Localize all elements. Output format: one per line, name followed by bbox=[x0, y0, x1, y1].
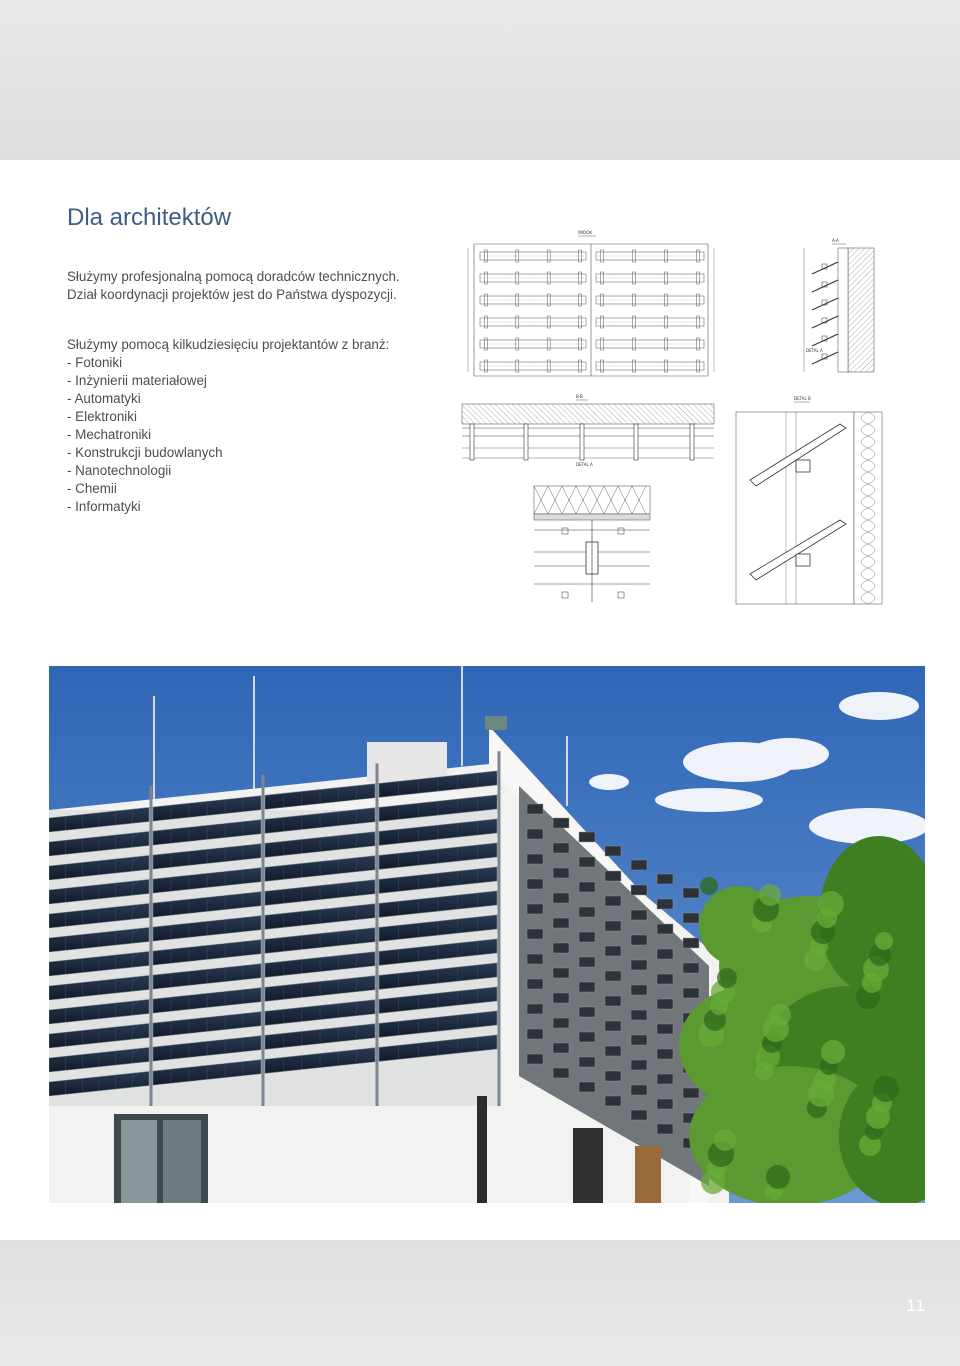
branch-item: - Inżynierii materiałowej bbox=[67, 373, 207, 388]
detail-b-drawing bbox=[734, 394, 884, 606]
branch-item: - Elektroniki bbox=[67, 409, 137, 424]
intro-line-2: Dział koordynacji projektów jest do Państwa dyspozycji. bbox=[67, 287, 397, 302]
detail-a-ref-label: DETAL A bbox=[576, 462, 593, 467]
section-aa-label: A-A bbox=[832, 238, 839, 243]
elevation-label: WIDOK bbox=[578, 230, 592, 235]
section-bb-posts bbox=[470, 424, 694, 460]
branches-lead: Służymy pomocą kilkudziesięciu projektantów z branż: bbox=[67, 337, 390, 352]
downpipe bbox=[477, 1096, 487, 1203]
page-number: 11 bbox=[906, 1296, 926, 1315]
detail-a-label: DETAL A bbox=[806, 348, 823, 353]
intro-text bbox=[67, 268, 447, 304]
branch-item: - Konstrukcji budowlanych bbox=[67, 445, 223, 460]
elevation-drawing bbox=[460, 228, 720, 383]
branch-item: - Nanotechnologii bbox=[67, 463, 172, 478]
branch-item: - Informatyki bbox=[67, 499, 141, 514]
elevation-panel-rows bbox=[480, 250, 704, 372]
section-bb-drawing bbox=[460, 392, 720, 482]
section-bb-label: B-B bbox=[576, 394, 583, 399]
top-band bbox=[0, 0, 960, 160]
bottom-band bbox=[0, 1240, 960, 1366]
branches-list bbox=[67, 354, 447, 516]
branch-item: - Mechatroniki bbox=[67, 427, 152, 442]
branch-item: - Automatyki bbox=[67, 391, 141, 406]
branch-item: - Fotoniki bbox=[67, 355, 123, 370]
detail-a-drawing bbox=[532, 484, 652, 606]
page-title: Dla architektów bbox=[67, 204, 232, 231]
branches-block bbox=[67, 336, 447, 516]
building-photo bbox=[49, 666, 925, 1203]
section-aa-drawing bbox=[794, 234, 880, 384]
detail-b-label: DETAL B bbox=[794, 396, 811, 401]
intro-line-1: Służymy profesjonalną pomocą doradców technicznych. bbox=[67, 269, 400, 284]
branch-item: - Chemii bbox=[67, 481, 117, 496]
rooftop-unit bbox=[367, 742, 447, 782]
